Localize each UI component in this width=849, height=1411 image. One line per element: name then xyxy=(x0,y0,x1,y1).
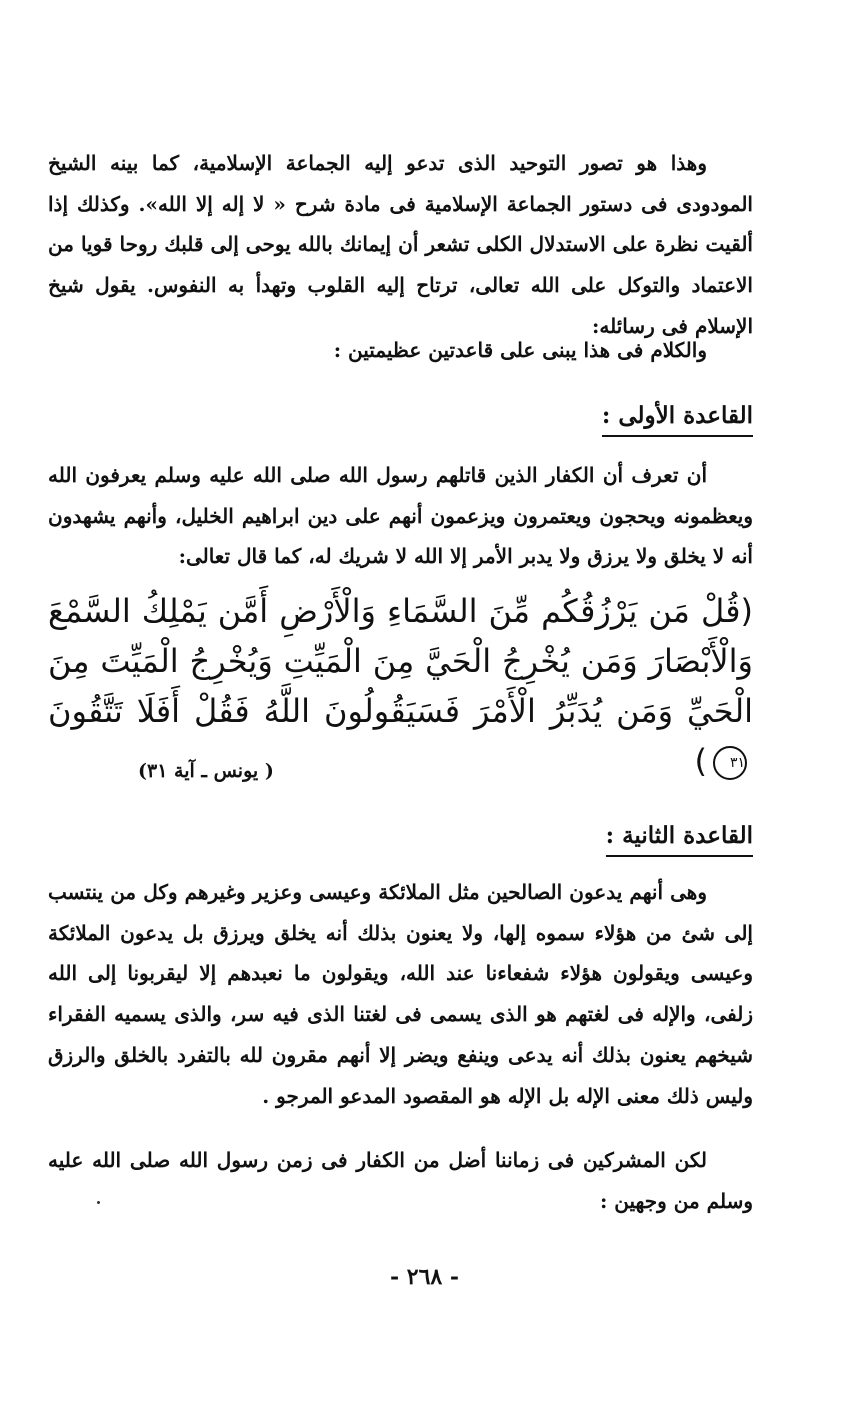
verse-text: قُلْ مَن يَرْزُقُكُم مِّنَ السَّمَاءِ وَالْأَرْضِ أَمَّن يَمْلِكُ السَّمْعَ وَالْأَبْصَارَ وَمَن يُخْرِجُ الْحَيَّ مِنَ الْمَيِّتِ وَيُخْرِجُ الْمَيِّتَ مِنَ الْحَيِّ وَمَن يُدَبِّرُ الْأَمْرَ فَسَيَقُولُونَ اللَّهُ فَقُلْ أَفَلَا تَتَّقُونَ xyxy=(48,592,753,730)
two-rules-sentence: والكلام فى هذا يبنى على قاعدتين عظيمتين : xyxy=(333,338,707,362)
rule1-paragraph: أن تعرف أن الكفار الذين قاتلهم رسول الله صلى الله عليه وسلم يعرفون الله ويعظمونه ويحجون ويعتمرون ويزعمون أنهم على دين ابراهيم الخليل، وأنهم يشهدون أنه لا يخلق ولا يرزق ولا يدبر الأمر إلا الله لا شريك له، كما قال تعالى: xyxy=(48,463,753,569)
rule1-heading xyxy=(602,400,753,437)
rule2-heading xyxy=(606,820,753,857)
intro-paragraph: وهذا هو تصور التوحيد الذى تدعو إليه الجماعة الإسلامية، كما بينه الشيخ المودودى فى دستور الجماعة الإسلامية فى مادة شرح « لا إله إلا الله». وكذلك إذا ألقيت نظرة على الاستدلال الكلى تشعر أن إيمانك بالله يوحى إلى قلبك روحا قويا من الاعتماد والتوكل على الله تعالى، ترتاح إليه القلوب وتهدأ به النفوس. يقول شيخ الإسلام فى رسائله: xyxy=(48,151,753,338)
verse-citation: ( يونس ـ آية ٣١) xyxy=(138,760,274,782)
quran-verse xyxy=(48,586,753,786)
rule1-heading-colon: : xyxy=(601,402,611,429)
verse-close-bracket: ) xyxy=(694,742,707,780)
verse-number-marker: ٣١ xyxy=(713,746,747,780)
rule1-heading-text: القاعدة الأولى xyxy=(618,402,753,429)
ink-speck xyxy=(97,1201,100,1204)
closing-paragraph: لكن المشركين فى زماننا أضل من الكفار فى زمن رسول الله صلى الله عليه وسلم من وجهين : xyxy=(48,1148,753,1213)
rule2-paragraph: وهى أنهم يدعون الصالحين مثل الملائكة وعيسى وعزير وغيرهم وكل من ينتسب إلى شئ من هؤلاء سموه إلها، ولا يعنون بذلك أنه يخلق ويرزق بل يدعون الملائكة وعيسى ويقولون هؤلاء شفعاءنا عند الله، ويقولون ما نعبدهم إلا ليقربونا إلى الله زلفى، والإله فى لغتهم هو الذى يسمى فى لغتنا الذى فيه سر، والذى يسميه الفقراء شيخهم يعنون بذلك أنه يدعى وينفع ويضر إلا أنهم مقرون لله بالتفرد بالخلق والرزق وليس ذلك معنى الإله بل الإله هو المقصود المدعو المرجو . xyxy=(48,880,753,1108)
page-number: - ٢٦٨ - xyxy=(389,1264,460,1290)
verse-open-bracket: ( xyxy=(740,592,753,630)
rule2-heading-colon: : xyxy=(605,822,615,849)
rule2-heading-text: القاعدة الثانية xyxy=(622,822,753,849)
